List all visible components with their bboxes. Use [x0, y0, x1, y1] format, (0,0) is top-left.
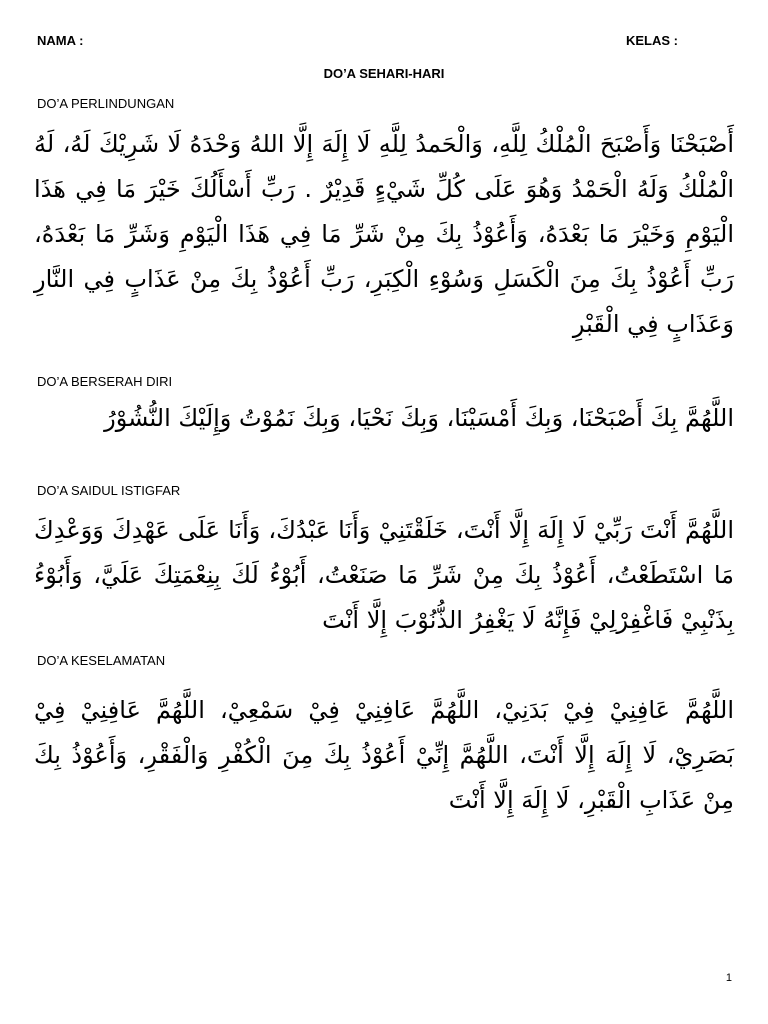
- page-number: 1: [725, 972, 732, 984]
- arabic-text-keselamatan: اللَّهُمَّ عَافِنِيْ فِيْ بَدَنِيْ، اللَّهُمَّ عَافِنِيْ فِيْ سَمْعِيْ، اللَّهُمَّ عَافِنِيْ فِيْ بَصَرِيْ، لَا إِلَهَ إِلَّا أَنْتَ، اللَّهُمَّ إِنِّيْ أَعُوْذُ بِكَ مِنَ الْكُفْرِ وَالْفَقْرِ، وَأَعُوْذُ بِكَ مِنْ عَذَابِ الْقَبْرِ، لَا إِلَهَ إِلَّا أَنْتَ: [34, 696, 734, 814]
- arabic-text-berserah-diri: اللَّهُمَّ بِكَ أَصْبَحْنَا، وَبِكَ أَمْسَيْنَا، وَبِكَ نَحْيَا، وَبِكَ نَمُوْتُ وَإِلَيْكَ النُّشُوْرُ: [104, 404, 734, 432]
- section-heading-keselamatan: DO’A KESELAMATAN: [37, 653, 166, 668]
- class-label: KELAS :: [626, 33, 678, 48]
- arabic-text-saidul-istigfar: اللَّهُمَّ أَنْتَ رَبِّيْ لَا إِلَهَ إِلَّا أَنْتَ، خَلَقْتَنِيْ وَأَنَا عَبْدُكَ، وَأَنَا عَلَى عَهْدِكَ وَوَعْدِكَ مَا اسْتَطَعْتُ، أَعُوْذُ بِكَ مِنْ شَرِّ مَا صَنَعْتُ، أَبُوْءُ لَكَ بِنِعْمَتِكَ عَلَيَّ، وَأَبُوْءُ بِذَنْبِيْ فَاغْفِرْلِيْ فَإِنَّهُ لَا يَغْفِرُ الذُّنُوْبَ إِلَّا أَنْتَ: [34, 516, 734, 634]
- section-heading-berserah-diri: DO’A BERSERAH DIRI: [37, 374, 173, 389]
- arabic-text-perlindungan: أَصْبَحْنَا وَأَصْبَحَ الْمُلْكُ لِلَّهِ، وَالْحَمدُ لِلَّهِ لَا إِلَهَ إِلَّا اللهُ وَحْدَهُ لَا شَرِيْكَ لَهُ، لَهُ الْمُلْكُ وَلَهُ الْحَمْدُ وَهُوَ عَلَى كُلِّ شَيْءٍ قَدِيْرٌ . رَبِّ أَسْأَلُكَ خَيْرَ مَا فِي هَذَا الْيَوْمِ وَخَيْرَ مَا بَعْدَهُ، وَأَعُوْذُ بِكَ مِنْ شَرِّ مَا فِي هَذَا الْيَوْمِ وَشَرِّ مَا بَعْدَهُ، رَبِّ أَعُوْذُ بِكَ مِنَ الْكَسَلِ وَسُوْءِ الْكِبَرِ، رَبِّ أَعُوْذُ بِكَ مِنْ عَذَابٍ فِي النَّارِ وَعَذَابٍ فِي الْقَبْرِ: [34, 130, 734, 338]
- section-heading-saidul-istigfar: DO’A SAIDUL ISTIGFAR: [37, 483, 181, 498]
- section-heading-perlindungan: DO’A PERLINDUNGAN: [37, 96, 175, 111]
- document-title: DO’A SEHARI-HARI: [323, 66, 445, 81]
- name-label: NAMA :: [37, 33, 84, 48]
